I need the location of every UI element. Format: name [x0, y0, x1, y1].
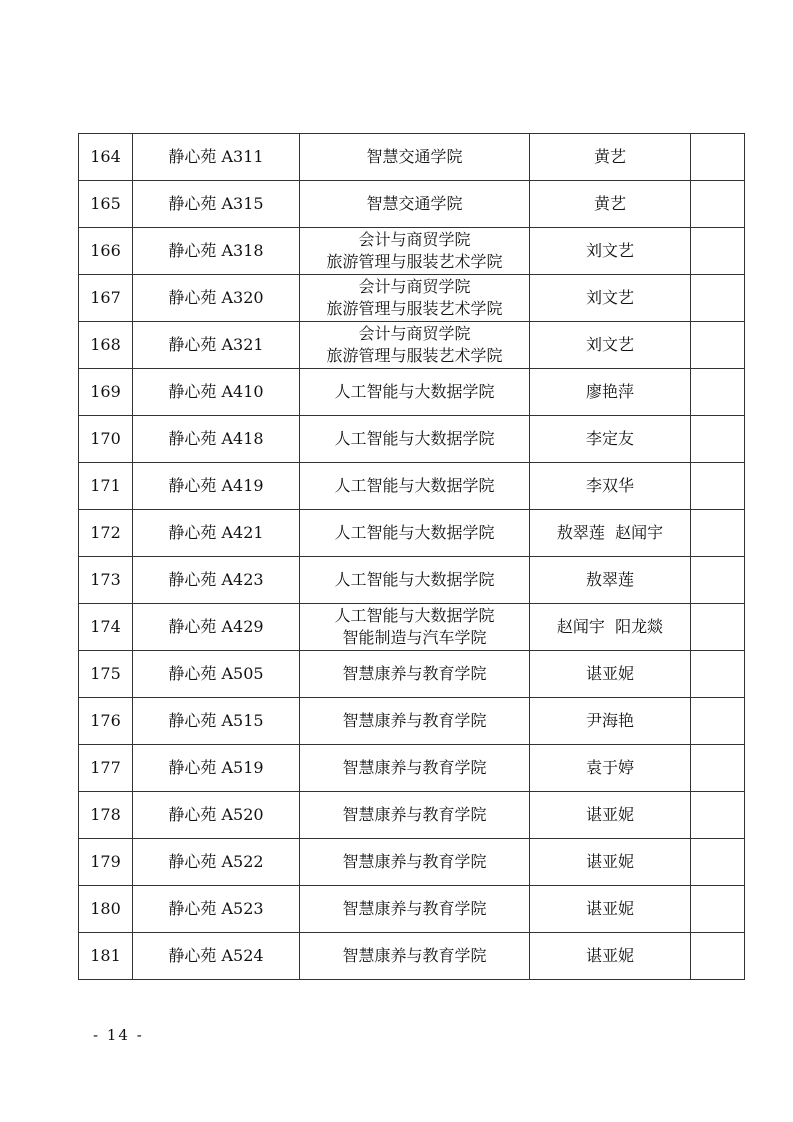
table-row: [79, 886, 745, 933]
college-cell: [300, 369, 530, 416]
college-name: 人工智能与大数据学院: [334, 429, 495, 448]
table-body: [79, 134, 745, 980]
table-row: [79, 510, 745, 557]
room-cell: 静心苑 A523: [133, 886, 300, 933]
row-number-cell: 175: [79, 651, 133, 698]
row-number-cell: 176: [79, 698, 133, 745]
person-cell: 袁于婷: [530, 745, 691, 792]
note-cell: [691, 416, 745, 463]
room-cell: 静心苑 A418: [133, 416, 300, 463]
table-row: [79, 322, 745, 369]
college-name: 旅游管理与服装艺术学院: [326, 299, 503, 318]
table-row: [79, 275, 745, 322]
note-cell: [691, 745, 745, 792]
college-cell: [300, 792, 530, 839]
room-cell: 静心苑 A423: [133, 557, 300, 604]
note-cell: [691, 557, 745, 604]
row-number-cell: 172: [79, 510, 133, 557]
person-cell: 敖翠莲: [530, 557, 691, 604]
college-name: 旅游管理与服装艺术学院: [326, 346, 503, 365]
college-name: 智慧康养与教育学院: [342, 664, 487, 683]
college-name: 智慧交通学院: [366, 194, 463, 213]
note-cell: [691, 369, 745, 416]
row-number-cell: 168: [79, 322, 133, 369]
person-cell: 廖艳萍: [530, 369, 691, 416]
note-cell: [691, 134, 745, 181]
dormitory-assignment-table: [78, 133, 745, 980]
note-cell: [691, 651, 745, 698]
person-cell: 谌亚妮: [530, 886, 691, 933]
table-row: [79, 698, 745, 745]
college-name: 会计与商贸学院: [358, 324, 471, 343]
row-number-cell: 171: [79, 463, 133, 510]
row-number-cell: 177: [79, 745, 133, 792]
row-number-cell: 178: [79, 792, 133, 839]
room-cell: 静心苑 A410: [133, 369, 300, 416]
college-cell: [300, 134, 530, 181]
college-cell: [300, 745, 530, 792]
page-number: - 14 -: [93, 1026, 144, 1044]
college-name: 智能制造与汽车学院: [342, 628, 487, 647]
row-number-cell: 169: [79, 369, 133, 416]
table-row: [79, 933, 745, 980]
college-cell: [300, 557, 530, 604]
row-number-cell: 180: [79, 886, 133, 933]
college-cell: [300, 463, 530, 510]
person-cell: 李双华: [530, 463, 691, 510]
college-name: 智慧康养与教育学院: [342, 758, 487, 777]
college-name: 旅游管理与服装艺术学院: [326, 252, 503, 271]
note-cell: [691, 322, 745, 369]
person-cell: 谌亚妮: [530, 651, 691, 698]
college-name: 智慧康养与教育学院: [342, 805, 487, 824]
row-number-cell: 179: [79, 839, 133, 886]
college-name: 智慧交通学院: [366, 147, 463, 166]
college-cell: [300, 181, 530, 228]
row-number-cell: 166: [79, 228, 133, 275]
table-row: [79, 134, 745, 181]
table-row: [79, 839, 745, 886]
table-row: [79, 228, 745, 275]
person-cell: 谌亚妮: [530, 839, 691, 886]
room-cell: 静心苑 A515: [133, 698, 300, 745]
note-cell: [691, 275, 745, 322]
note-cell: [691, 698, 745, 745]
person-cell: 刘文艺: [530, 228, 691, 275]
note-cell: [691, 839, 745, 886]
college-name: 智慧康养与教育学院: [342, 899, 487, 918]
table-row: [79, 463, 745, 510]
room-cell: 静心苑 A419: [133, 463, 300, 510]
college-cell: [300, 651, 530, 698]
college-cell: [300, 886, 530, 933]
college-name: 会计与商贸学院: [358, 230, 471, 249]
college-cell: [300, 416, 530, 463]
table-row: [79, 792, 745, 839]
table-row: [79, 369, 745, 416]
table-row: [79, 181, 745, 228]
note-cell: [691, 181, 745, 228]
row-number-cell: 174: [79, 604, 133, 651]
table-row: [79, 745, 745, 792]
row-number-cell: 165: [79, 181, 133, 228]
college-name: 智慧康养与教育学院: [342, 711, 487, 730]
room-cell: 静心苑 A421: [133, 510, 300, 557]
person-cell: 赵闻宇 阳龙燚: [530, 604, 691, 651]
person-cell: 谌亚妮: [530, 933, 691, 980]
person-cell: 黄艺: [530, 134, 691, 181]
person-cell: 谌亚妮: [530, 792, 691, 839]
college-name: 人工智能与大数据学院: [334, 606, 495, 625]
college-cell: [300, 933, 530, 980]
college-cell: [300, 698, 530, 745]
room-cell: 静心苑 A519: [133, 745, 300, 792]
row-number-cell: 181: [79, 933, 133, 980]
person-cell: 李定友: [530, 416, 691, 463]
room-cell: 静心苑 A429: [133, 604, 300, 651]
room-cell: 静心苑 A520: [133, 792, 300, 839]
college-cell: [300, 322, 530, 369]
row-number-cell: 167: [79, 275, 133, 322]
room-cell: 静心苑 A311: [133, 134, 300, 181]
note-cell: [691, 933, 745, 980]
college-name: 会计与商贸学院: [358, 277, 471, 296]
room-cell: 静心苑 A315: [133, 181, 300, 228]
note-cell: [691, 886, 745, 933]
college-name: 人工智能与大数据学院: [334, 570, 495, 589]
person-cell: 刘文艺: [530, 275, 691, 322]
note-cell: [691, 228, 745, 275]
college-cell: [300, 604, 530, 651]
college-cell: [300, 228, 530, 275]
room-cell: 静心苑 A320: [133, 275, 300, 322]
note-cell: [691, 463, 745, 510]
college-name: 人工智能与大数据学院: [334, 382, 495, 401]
room-cell: 静心苑 A524: [133, 933, 300, 980]
college-cell: [300, 839, 530, 886]
table-row: [79, 604, 745, 651]
note-cell: [691, 604, 745, 651]
table-row: [79, 651, 745, 698]
table-row: [79, 557, 745, 604]
row-number-cell: 173: [79, 557, 133, 604]
row-number-cell: 170: [79, 416, 133, 463]
room-cell: 静心苑 A318: [133, 228, 300, 275]
note-cell: [691, 510, 745, 557]
college-name: 人工智能与大数据学院: [334, 523, 495, 542]
table-row: [79, 416, 745, 463]
room-cell: 静心苑 A321: [133, 322, 300, 369]
person-cell: 黄艺: [530, 181, 691, 228]
college-name: 智慧康养与教育学院: [342, 852, 487, 871]
college-name: 人工智能与大数据学院: [334, 476, 495, 495]
college-name: 智慧康养与教育学院: [342, 946, 487, 965]
note-cell: [691, 792, 745, 839]
room-cell: 静心苑 A505: [133, 651, 300, 698]
person-cell: 刘文艺: [530, 322, 691, 369]
row-number-cell: 164: [79, 134, 133, 181]
college-cell: [300, 275, 530, 322]
room-cell: 静心苑 A522: [133, 839, 300, 886]
college-cell: [300, 510, 530, 557]
person-cell: 敖翠莲 赵闻宇: [530, 510, 691, 557]
person-cell: 尹海艳: [530, 698, 691, 745]
